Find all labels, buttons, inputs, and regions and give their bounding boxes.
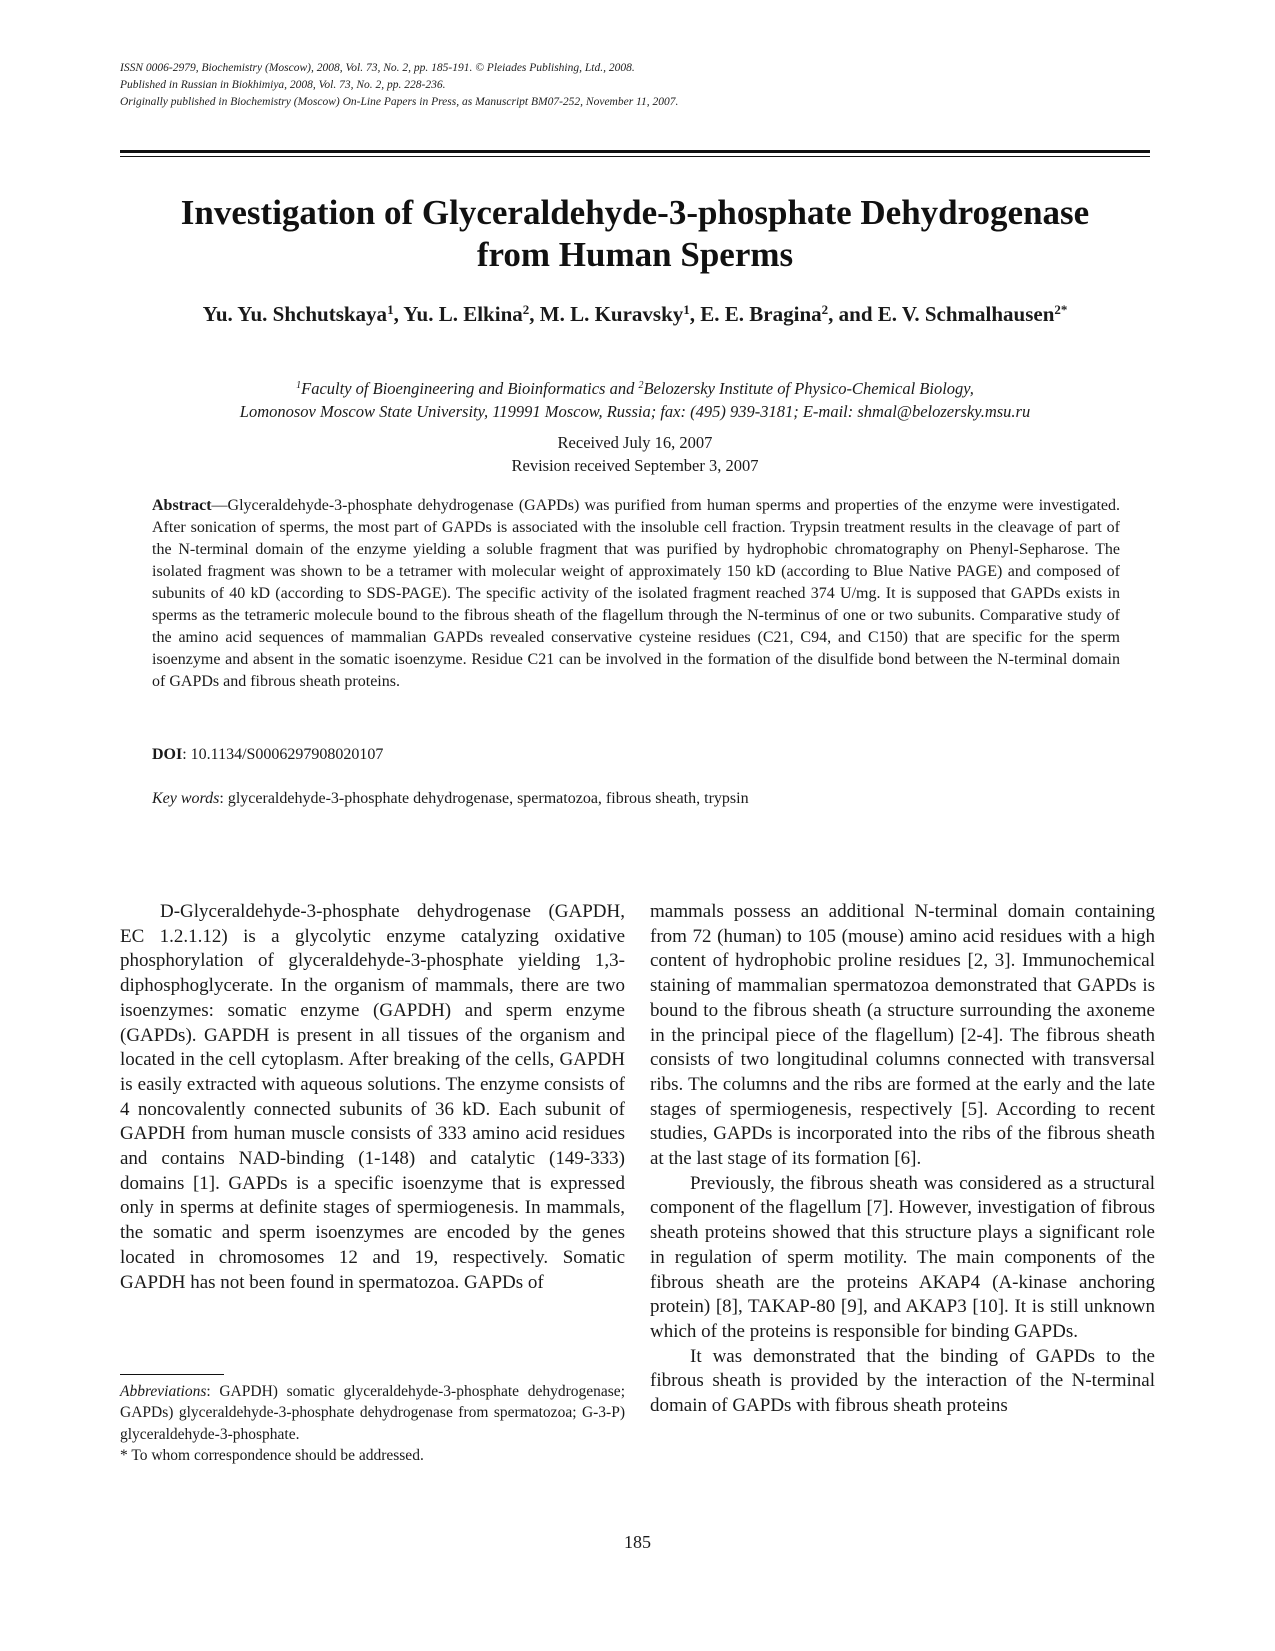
abstract: [152, 495, 1120, 693]
keywords-label: Key words: [152, 790, 220, 807]
body-column-right: [650, 900, 1155, 1419]
keywords-value: : glyceraldehyde-3-phosphate dehydrogenase, spermatozoa, fibrous sheath, trypsin: [219, 790, 749, 807]
received-dates: [120, 431, 1150, 477]
abstract-label: Abstract: [152, 497, 212, 514]
doi: [152, 744, 383, 766]
affiliation-line-2: Lomonosov Moscow State University, 119991 Moscow, Russia; fax: (495) 939-3181; E-mail: shmal@belozersky.msu.ru: [239, 402, 1031, 421]
header-line-russian: Published in Russian in Biokhimiya, 2008, Vol. 73, No. 2, pp. 228-236.: [120, 79, 446, 91]
body-paragraph: Previously, the fibrous sheath was considered as a structural component of the flagellum [7]. However, investigation of fibrous sheath proteins showed that this structure plays a significant role in regulation of sperm motility. The main components of the fibrous sheath are the proteins AKAP4 (A-kinase anchoring protein) [8], TAKAP-80 [9], and AKAP3 [10]. It is still unknown which of the proteins is responsible for binding GAPDs.: [650, 1172, 1155, 1342]
author: Yu. Yu. Shchutskaya$^1$: [202, 302, 394, 326]
doi-label: DOI: [152, 746, 183, 763]
article-title: [120, 192, 1150, 276]
author: M. L. Kuravsky$^1$: [539, 302, 690, 326]
doi-value: : 10.1134/S0006297908020107: [182, 746, 384, 763]
footnotes: [120, 1381, 625, 1466]
journal-header: [120, 60, 1120, 111]
header-line-issn: ISSN 0006-2979, Biochemistry (Moscow), 2008, Vol. 73, No. 2, pp. 185-191. © Pleiades Publishing, Ltd., 2008.: [120, 62, 635, 74]
title-line-1: Investigation of Glyceraldehyde-3-phosphate Dehydrogenase: [180, 193, 1090, 232]
body-paragraph: D-Glyceraldehyde-3-phosphate dehydrogenase (GAPDH, EC 1.2.1.12) is a glycolytic enzyme catalyzing oxidative phosphorylation of glyceraldehyde-3-phosphate yielding 1,3-diphosphoglycerate. In the organism of mammals, there are two isoenzymes: somatic enzyme (GAPDH) and sperm enzyme (GAPDs). GAPDH is present in all tissues of the organism and located in the cell cytoplasm. After breaking of the cells, GAPDH is easily extracted with aqueous solutions. The enzyme consists of 4 noncovalently connected subunits of 36 kD. Each subunit of GAPDH from human muscle consists of 333 amino acid residues and contains NAD-binding (1-148) and catalytic (149-333) domains [1]. GAPDs is a specific isoenzyme that is expressed only in sperms at definite stages of spermiogenesis. In mammals, the somatic and sperm isoenzymes are encoded by the genes located in chromosomes 12 and 19, respectively. Somatic GAPDH has not been found in spermatozoa. GAPDs of: [120, 901, 625, 1293]
header-rule-thin: [120, 156, 1150, 157]
revision-date: Revision received September 3, 2007: [511, 456, 759, 475]
abstract-text: —Glyceraldehyde-3-phosphate dehydrogenase (GAPDs) was purified from human sperms and properties of the enzyme were investigated. After sonication of sperms, the most part of GAPDs is associated with the insoluble cell fraction. Trypsin treatment results in the cleavage of part of the N-terminal domain of the enzyme yielding a soluble fragment that was purified by hydrophobic chromatography on Phenyl-Sepharose. The isolated fragment was shown to be a tetramer with molecular weight of approximately 150 kD (according to Blue Native PAGE) and composed of subunits of 40 kD (according to SDS-PAGE). The specific activity of the isolated fragment reached 374 U/mg. It is supposed that GAPDs exists in sperms as the tetrameric molecule bound to the fibrous sheath of the flagellum through the N-terminus of one or two subunits. Comparative study of the amino acid sequences of mammalian GAPDs revealed conservative cysteine residues (C21, C94, and C150) that are specific for the sperm isoenzyme and absent in the somatic isoenzyme. Residue C21 can be involved in the formation of the disulfide bond between the N-terminal domain of GAPDs and fibrous sheath proteins.: [152, 497, 1120, 690]
author: E. V. Schmalhausen$^{2*}$: [877, 302, 1068, 326]
body-column-left: [120, 900, 625, 1295]
keywords: [152, 788, 749, 810]
header-rule-thick: [120, 150, 1150, 153]
body-paragraph: It was demonstrated that the binding of GAPDs to the fibrous sheath is provided by the interaction of the N-terminal domain of GAPDs with fibrous sheath proteins: [650, 1345, 1155, 1417]
body-paragraph: mammals possess an additional N-terminal domain containing from 72 (human) to 105 (mouse) amino acid residues with a high content of hydrophobic proline residues [2, 3]. Immunochemical staining of mammalian spermatozoa demonstrated that GAPDs is bound to the fibrous sheath (a structure surrounding the axoneme in the principal piece of the flagellum) [2-4]. The fibrous sheath consists of two longitudinal columns connected with transversal ribs. The columns and the ribs are formed at the early and the late stages of spermiogenesis, respectively [5]. According to recent studies, GAPDs is incorporated into the ribs of the fibrous sheath at the last stage of its formation [6].: [650, 901, 1155, 1170]
abbreviations-footnote: Abbreviations: GAPDH) somatic glyceraldehyde-3-phosphate dehydrogenase; GAPDs) glyceraldehyde-3-phosphate dehydrogenase from spermatozoa; G-3-P) glyceraldehyde-3-phosphate.: [120, 1383, 625, 1443]
affiliations: [120, 377, 1150, 423]
page-number: 185: [624, 1532, 651, 1552]
author: Yu. L. Elkina$^2$: [403, 302, 530, 326]
footnote-rule: [120, 1374, 224, 1375]
correspondence-footnote: * To whom correspondence should be addressed.: [120, 1446, 424, 1464]
affiliation-line-1: $^1$Faculty of Bioengineering and Bioinformatics and $^2$Belozersky Institute of Physico-Chemical Biology,: [296, 379, 974, 398]
author: E. E. Bragina$^2$: [700, 302, 829, 326]
title-line-2: from Human Sperms: [476, 235, 794, 274]
header-line-online: Originally published in Biochemistry (Moscow) On-Line Papers in Press, as Manuscript BM07-252, November 11, 2007.: [120, 96, 679, 108]
author-list: Yu. Yu. Shchutskaya$^1$, Yu. L. Elkina$^2$, M. L. Kuravsky$^1$, E. E. Bragina$^2$, and E. V. Schmalhausen$^{2*}$: [202, 302, 1068, 326]
received-date: Received July 16, 2007: [557, 433, 713, 452]
